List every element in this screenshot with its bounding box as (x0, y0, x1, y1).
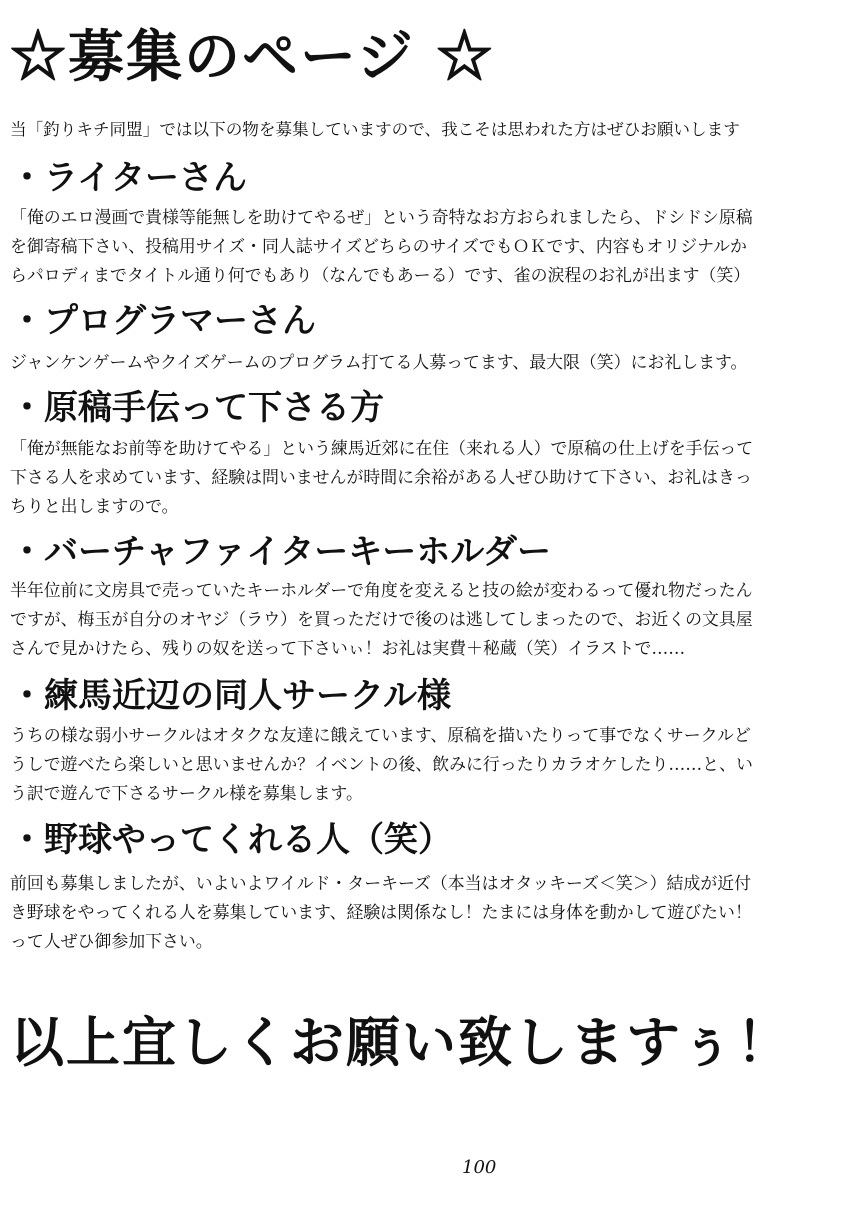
section-heading-writer: ・ライターさん (10, 158, 247, 198)
section-body-keyholder (10, 576, 840, 663)
body-line: って人ぜひ御参加下さい。 (10, 931, 213, 951)
body-line: を御寄稿下さい、投稿用サイズ・同人誌サイズどちらのサイズでもＯＫです、内容もオリジナルか (10, 236, 747, 256)
section-heading-keyholder: ・バーチャファイターキーホルダー (10, 532, 551, 572)
page-number: 100 (462, 1157, 497, 1178)
section-body-baseball (10, 869, 840, 956)
section-heading-circles: ・練馬近辺の同人サークル様 (10, 676, 451, 716)
section-body-writer (10, 203, 840, 290)
body-line: う訳で遊んで下さるサークル様を募集します。 (10, 783, 363, 803)
body-line: 「俺が無能なお前等を助けてやる」という練馬近郊に在住（来れる人）で原稿の仕上げを手伝って (10, 438, 754, 458)
body-line: ジャンケンゲームやクイズゲームのプログラム打てる人募ってます、最大限（笑）にお礼します。 (10, 352, 748, 372)
body-line: 前回も募集しましたが、いよいよワイルド・ターキーズ（本当はオタッキーズ＜笑＞）結成が近付 (10, 873, 751, 893)
body-line: 下さる人を求めています、経験は問いませんが時間に余裕がある人ぜひ助けて下さい、お礼はきっ (10, 467, 752, 487)
closing-message: 以上宜しくお願い致しますぅ！ (10, 1010, 793, 1074)
body-line: ですが、梅玉が自分のオヤジ（ラウ）を買っただけで後のは逃してしまったので、お近くの文具屋 (10, 609, 753, 629)
section-heading-manuscript-help: ・原稿手伝って下さる方 (10, 388, 384, 428)
section-body-programmer (10, 348, 840, 377)
body-line: らパロディまでタイトル通り何でもあり（なんでもあーる）です、雀の涙程のお礼が出ます（笑） (10, 265, 751, 285)
section-body-manuscript-help (10, 434, 840, 521)
body-line: うちの様な弱小サークルはオタクな友達に餓えています、原稿を描いたりって事でなくサークルど (10, 725, 751, 745)
body-line: ちりと出しますので。 (10, 496, 179, 516)
body-line: さんで見かけたら、残りの奴を送って下さいぃ！お礼は実費＋秘蔵（笑）イラストで…… (10, 638, 686, 658)
body-line: うしで遊べたら楽しいと思いませんか？イベントの後、飲みに行ったりカラオケしたり……と、い (10, 754, 753, 774)
page-title: ☆募集のページ ☆ (10, 24, 495, 90)
body-line: 「俺のエロ漫画で貴様等能無しを助けてやるぜ」という奇特なお方おられましたら、ドシドシ原稿 (10, 207, 753, 227)
body-line: き野球をやってくれる人を募集しています、経験は関係なし！たまには身体を動かして遊びたい！ (10, 902, 752, 922)
section-heading-programmer: ・プログラマーさん (10, 301, 316, 341)
section-heading-baseball: ・野球やってくれる人（笑） (10, 820, 452, 860)
body-line: 半年位前に文房具で売っていたキーホルダーで角度を変えると技の絵が変わるって優れ物だったん (10, 580, 753, 600)
intro-text: 当「釣りキチ同盟」では以下の物を募集していますので、我こそは思われた方はぜひお願いします (10, 120, 740, 139)
section-body-circles (10, 721, 840, 808)
